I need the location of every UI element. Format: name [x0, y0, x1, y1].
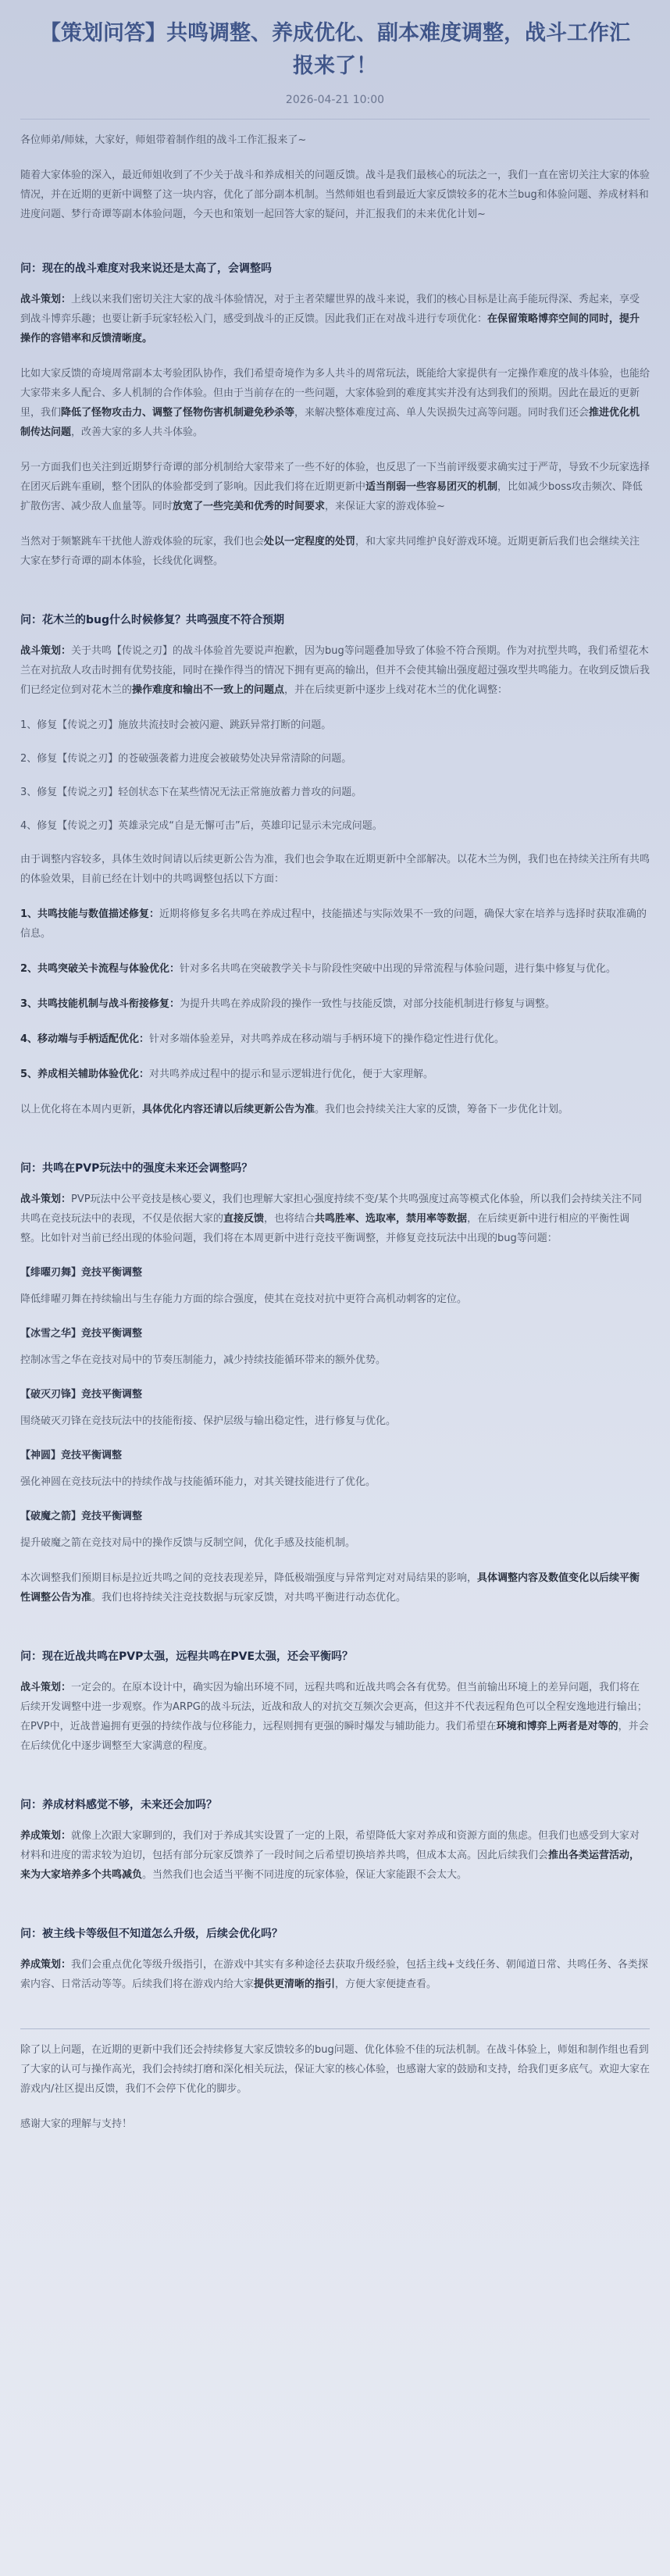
answer-text: 。我们也会持续关注大家的反馈，筹备下一步优化计划。: [315, 1104, 569, 1115]
balance-subheading: 【绯曜刃舞】竞技平衡调整: [20, 1267, 143, 1279]
answer-text: ，改善大家的多人共斗体验。: [71, 426, 204, 438]
balance-description: 围绕破灭刃锋在竞技玩法中的技能衔接、保护层级与输出稳定性，进行修复与优化。: [20, 1415, 397, 1427]
plan-item-text: 为提升共鸣在养成阶段的操作一致性与技能反馈，对部分技能机制进行修复与调整。: [180, 998, 556, 1010]
plan-item-label: 5、养成相关辅助体验优化：: [20, 1069, 150, 1080]
closing-divider: [20, 2028, 650, 2029]
answer-paragraph: [20, 1678, 650, 1756]
answer-text: 一定会的。在原本设计中，确实因为输出环境不同，远程共鸣和近战共鸣会各有优势。但当前输出环境上的差异问题，我们将在后续开发调整中进一步观察。作为ARPG的战斗玩法，近战和敌人的对抗交互频次会更高，但这并不代表远程角色可以全程安逸地进行输出；在PVP中，近战普遍拥有更强的持续作战与位移能力，远程则拥有更强的瞬时爆发与辅助能力。我们希望在: [20, 1682, 647, 1732]
answer-paragraph: [20, 364, 650, 442]
question-heading: 问：共鸣在PVP玩法中的强度未来还会调整吗？: [20, 1162, 253, 1175]
article-title: 【策划问答】共鸣调整、养成优化、副本难度调整，战斗工作汇报来了！: [40, 21, 630, 78]
answer-text: ，方便大家便捷查看。: [335, 1978, 437, 1990]
closing-paragraph: 除了以上问题，在近期的更新中我们还会持续修复大家反馈较多的bug问题、优化体验不佳的玩法机制。在战斗体验上，师姐和制作组也看到了大家的认可与操作高光，我们会持续打磨和深化相关玩法，保证大家的核心体验，也感谢大家的鼓励和支持，给我们更多底气。欢迎大家在游戏内/社区提出反馈，我们不会停下优化的脚步。: [20, 2044, 650, 2095]
answer-text: ，和大家共同维护良好游戏环境。近期更新后我们也会继续关注大家在梦行奇谭的副本体验，长线优化调整。: [20, 536, 640, 567]
answer-label: 战斗策划：: [20, 1682, 72, 1693]
answer-text: 。当然我们也会适当平衡不同进度的玩家体验，保证大家能跟不会太大。: [142, 1869, 468, 1881]
answer-highlight: 共鸣胜率、选取率，禁用率等数据: [315, 1213, 468, 1225]
answer-highlight: 适当削弱一些容易团灭的机制: [365, 481, 498, 493]
plan-item: [20, 959, 650, 979]
answer-highlight: 操作难度和输出不一致上的问题点: [132, 684, 285, 696]
answer-text: 比如大家反馈的奇境周常副本太考验团队协作，我们希望奇境作为多人共斗的周常玩法，既能给大家提供有一定操作难度的战斗体验，也能给大家带来多人配合、多人机制的合作体验。但由于当前存在的一些问题，大家体验到的难度其实并没有达到我们的预期。因此在最近的更新里，我们: [20, 368, 650, 419]
answer-label: 战斗策划：: [20, 645, 72, 657]
answer-paragraph: [20, 290, 650, 348]
plan-item: [20, 1029, 650, 1049]
answer-highlight: 处以一定程度的处罚: [264, 536, 356, 548]
question-heading: 问：养成材料感觉不够，未来还会加吗？: [20, 1799, 217, 1811]
answer-highlight: 提供更清晰的指引: [254, 1978, 336, 1990]
plan-item-label: 4、移动端与手柄适配优化：: [20, 1033, 150, 1045]
answer-text: ，来保证大家的游戏体验~: [325, 501, 445, 512]
answer-text: ，也将结合: [264, 1213, 315, 1225]
fix-list-item: 3、修复【传说之刃】轻创状态下在某些情况无法正常施放蓄力普攻的问题。: [20, 787, 362, 798]
balance-subheading: 【破灭刃锋】竞技平衡调整: [20, 1389, 143, 1400]
title-divider: [20, 119, 650, 120]
answer-text: ，并在后续更新中逐步上线对花木兰的优化调整：: [284, 684, 508, 696]
answer-highlight: 推进优化机制传达问题: [20, 407, 640, 438]
answer-paragraph: [20, 641, 650, 700]
balance-description: 降低绯曜刃舞在持续输出与生存能力方面的综合强度，使其在竞技对抗中更符合高机动刺客的定位。: [20, 1293, 468, 1305]
greeting-paragraph: 各位师弟/师妹，大家好，师姐带着制作组的战斗工作汇报来了~: [20, 134, 307, 146]
answer-text: ，在后续更新中进行相应的平衡性调整。比如针对当前已经出现的体验问题，我们将在本周更新中进行竞技平衡调整，并修复竞技玩法中出现的bug等问题：: [20, 1213, 630, 1244]
plan-item-label: 1、共鸣技能与数值描述修复：: [20, 908, 160, 920]
answer-text: 当然对于频繁跳车干扰他人游戏体验的玩家，我们也会: [20, 536, 265, 548]
plan-item-text: 针对多名共鸣在突破教学关卡与阶段性突破中出现的异常流程与体验问题，进行集中修复与优化。: [180, 963, 617, 975]
fix-list-item: 2、修复【传说之刃】的苍破强袭蓄力进度会被破势处决异常清除的问题。: [20, 753, 352, 765]
answer-paragraph: [20, 1100, 650, 1119]
plan-item: [20, 1065, 650, 1084]
answer-text: 就像上次跟大家聊到的，我们对于养成其实设置了一定的上限，希望降低大家对养成和资源方面的焦虑。但我们也感受到大家对材料和进度的需求较为迫切，包括有部分玩家反馈养了一段时间之后希望切换培养共鸣，但成本太高。因此后续我们会: [20, 1830, 640, 1861]
answer-highlight: 具体调整内容及数值变化以后续平衡性调整公告为准: [20, 1572, 640, 1604]
balance-subheading: 【神圆】竞技平衡调整: [20, 1450, 123, 1461]
answer-text: ，并会在后续优化中逐步调整至大家满意的程度。: [20, 1721, 649, 1752]
answer-highlight: 降低了怪物攻击力、调整了怪物伤害机制避免秒杀等: [61, 407, 295, 419]
question-heading: 问：花木兰的bug什么时候修复？共鸣强度不符合预期: [20, 614, 285, 626]
answer-label: 战斗策划：: [20, 1193, 72, 1205]
intro-paragraph: 随着大家体验的深入，最近师姐收到了不少关于战斗和养成相关的问题反馈。战斗是我们最核心的玩法之一，我们一直在密切关注大家的体验情况，并在近期的更新中调整了这一块内容，优化了部分副本机制。当然师姐也看到最近大家反馈较多的花木兰bug和体验问题、养成材料和进度问题、梦行奇谭等副本体验问题，今天也和策划一起回答大家的疑问，并汇报我们的未来优化计划~: [20, 169, 650, 220]
answer-text: 。我们也将持续关注竞技数据与玩家反馈，对共鸣平衡进行动态优化。: [91, 1592, 407, 1604]
plan-item-text: 对共鸣养成过程中的提示和显示逻辑进行优化，便于大家理解。: [149, 1069, 434, 1080]
plan-item-label: 2、共鸣突破关卡流程与体验优化：: [20, 963, 180, 975]
answer-text: 另一方面我们也关注到近期梦行奇谭的部分机制给大家带来了一些不好的体验，也反思了一下当前评级要求确实过于严苛，导致不少玩家选择在团灭后跳车重刷，整个团队的体验都受到了影响。因此我们将在近期更新中: [20, 462, 650, 493]
answer-paragraph: [20, 1826, 650, 1885]
fix-list-item: 4、修复【传说之刃】英雄录完成“自是无懈可击”后，英雄印记显示未完成问题。: [20, 820, 383, 832]
answer-paragraph: [20, 1568, 650, 1607]
question-heading: 问：被主线卡等级但不知道怎么升级，后续会优化吗？: [20, 1928, 283, 1940]
answer-paragraph: [20, 532, 650, 571]
balance-description: 强化神圆在竞技玩法中的持续作战与技能循环能力，对其关键技能进行了优化。: [20, 1476, 376, 1488]
answer-paragraph: [20, 1190, 650, 1248]
balance-description: 提升破魔之箭在竞技对局中的操作反馈与反制空间，优化手感及技能机制。: [20, 1537, 356, 1549]
answer-text: 本次调整我们预期目标是拉近共鸣之间的竞技表现差异，降低极端强度与异常判定对对局结果的影响，: [20, 1572, 478, 1584]
answer-highlight: 环境和博弈上两者是对等的: [496, 1721, 618, 1732]
answer-highlight: 直接反馈: [223, 1213, 265, 1225]
balance-subheading: 【冰雪之华】竞技平衡调整: [20, 1328, 143, 1340]
answer-highlight: 放宽了一些完美和优秀的时间要求: [173, 501, 326, 512]
plan-item-text: 针对多端体验差异，对共鸣养成在移动端与手柄环境下的操作稳定性进行优化。: [149, 1033, 505, 1045]
fix-list-item: 1、修复【传说之刃】施放共流技时会被闪避、跳跃异常打断的问题。: [20, 719, 332, 731]
question-heading: 问：现在的战斗难度对我来说还是太高了，会调整吗: [20, 262, 272, 275]
answer-text: 上线以来我们密切关注大家的战斗体验情况，对于主者荣耀世界的战斗来说，我们的核心目标是让高手能玩得深、秀起来，享受到战斗博弈乐趣；也要让新手玩家轻松入门，感受到战斗的正反馈。因此我们正在对战斗进行专项优化：: [20, 294, 640, 325]
answer-highlight: 在保留策略博弈空间的同时，提升操作的容错率和反馈清晰度。: [20, 313, 640, 344]
answer-paragraph: [20, 458, 650, 516]
question-heading: 问：现在近战共鸣在PVP太强，远程共鸣在PVE太强，还会平衡吗？: [20, 1650, 354, 1663]
answer-text: PVP玩法中公平竞技是核心要义，我们也理解大家担心强度持续不变/某个共鸣强度过高等模式化体验，所以我们会持续关注不同共鸣在竞技玩法中的表现，不仅是依据大家的: [20, 1193, 642, 1225]
answer-highlight: 推出各类运营活动，来为大家培养多个共鸣减负: [20, 1850, 640, 1881]
answer-label: 养成策划：: [20, 1830, 72, 1842]
answer-label: 养成策划：: [20, 1959, 72, 1971]
plan-item-text: 近期将修复多名共鸣在养成过程中，技能描述与实际效果不一致的问题，确保大家在培养与选择时获取准确的信息。: [20, 908, 647, 940]
answer-label: 战斗策划：: [20, 294, 72, 305]
answer-paragraph: 由于调整内容较多，具体生效时间请以后续更新公告为准，我们也会争取在近期更新中全部解决。以花木兰为例，我们也在持续关注所有共鸣的体验效果，目前已经在计划中的共鸣调整包括以下方面：: [20, 854, 650, 885]
publish-date: 2026-04-21 10:00: [285, 94, 385, 106]
plan-item-label: 3、共鸣技能机制与战斗衔接修复：: [20, 998, 180, 1010]
answer-text: ，比如减少boss攻击频次、降低扩散伤害、减少敌人血量等。同时: [20, 481, 643, 512]
answer-paragraph: [20, 1955, 650, 1994]
answer-text: 关于共鸣【传说之刃】的战斗体验首先要说声抱歉，因为bug等问题叠加导致了体验不符合预期。作为对抗型共鸣，我们希望花木兰在对抗敌人攻击时拥有优势技能，同时在操作得当的情况下拥有更高的输出，但并不会使其输出强度超过强攻型共鸣能力。在收到反馈后我们已经定位到对花木兰的: [20, 645, 650, 696]
closing-thanks: 感谢大家的理解与支持！: [20, 2118, 133, 2130]
plan-item: [20, 994, 650, 1014]
balance-subheading: 【破魔之箭】竞技平衡调整: [20, 1511, 143, 1522]
answer-text: 以上优化将在本周内更新，: [20, 1104, 143, 1115]
bottom-fade: [0, 2521, 670, 2576]
answer-text: ，来解决整体难度过高、单人失误损失过高等问题。同时我们还会: [294, 407, 590, 419]
balance-description: 控制冰雪之华在竞技对局中的节奏压制能力，减少持续技能循环带来的额外优势。: [20, 1354, 387, 1366]
answer-text: 我们会重点优化等级升级指引，在游戏中其实有多种途径去获取升级经验，包括主线+支线任务、朝闻道日常、共鸣任务、各类探索内容、日常活动等等。后续我们将在游戏内给大家: [20, 1959, 648, 1990]
answer-highlight: 具体优化内容还请以后续更新公告为准: [142, 1104, 315, 1115]
plan-item: [20, 904, 650, 944]
